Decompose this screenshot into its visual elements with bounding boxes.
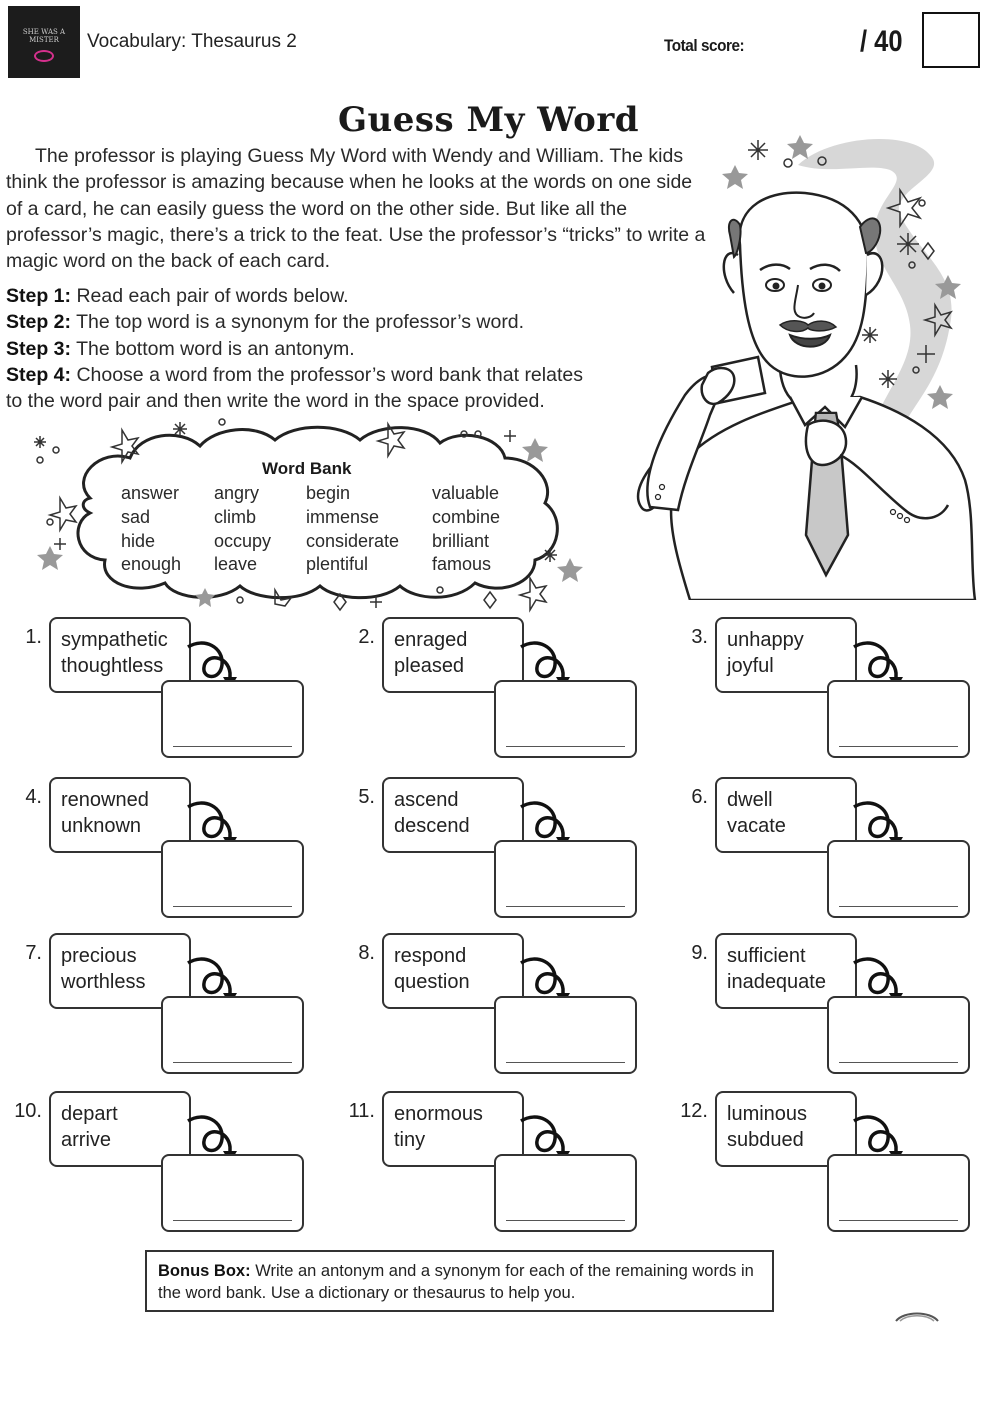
- total-score-label: Total score:: [664, 36, 745, 55]
- card-back: [827, 996, 970, 1074]
- antonym-word: subdued: [727, 1129, 804, 1151]
- page-curl-icon: [894, 1309, 940, 1323]
- answer-line: [173, 906, 292, 907]
- synonym-word: unhappy: [727, 629, 804, 651]
- word-bank-word: sad: [121, 506, 151, 527]
- card-back: [494, 996, 637, 1074]
- answer-input[interactable]: [839, 1174, 961, 1206]
- step-1: [6, 283, 686, 309]
- word-bank-word: enough: [121, 554, 182, 575]
- worksheet-header-title: Vocabulary: Thesaurus 2: [87, 31, 297, 52]
- antonym-word: unknown: [61, 815, 142, 837]
- synonym-word: renowned: [61, 789, 149, 811]
- answer-input[interactable]: [173, 860, 295, 892]
- word-card-item-12: [666, 1091, 986, 1241]
- word-bank-word: hide: [121, 530, 156, 551]
- word-bank-column-2: [214, 482, 271, 577]
- steps-list: [6, 283, 686, 414]
- professor-illustration: [630, 135, 1000, 600]
- item-number: 1.: [25, 626, 42, 648]
- step-label: Step 1:: [6, 285, 72, 307]
- answer-line: [839, 906, 958, 907]
- antonym-word: arrive: [61, 1129, 112, 1151]
- right-hand: [806, 421, 846, 465]
- word-bank-column-3: [306, 482, 399, 577]
- synonym-word: precious: [61, 945, 137, 967]
- synonym-word: sympathetic: [61, 629, 168, 651]
- answer-line: [506, 1062, 625, 1063]
- answer-line: [506, 746, 625, 747]
- antonym-word: thoughtless: [61, 655, 164, 677]
- logo: [8, 6, 80, 78]
- word-bank-column-1: [121, 482, 181, 577]
- card-back: [161, 840, 304, 918]
- step-text: The bottom word is an antonym.: [76, 337, 355, 360]
- antonym-word: pleased: [394, 655, 465, 677]
- word-bank-word: begin: [306, 483, 351, 503]
- step-3: [6, 336, 686, 362]
- answer-input[interactable]: [839, 860, 961, 892]
- answer-line: [173, 746, 292, 747]
- step-4: [6, 362, 686, 388]
- step-text: Read each pair of words below.: [76, 285, 349, 307]
- card-back: [827, 840, 970, 918]
- word-bank-word: leave: [214, 554, 258, 575]
- bonus-box: [145, 1250, 774, 1312]
- synonym-word: luminous: [727, 1103, 808, 1125]
- synonym-word: respond: [394, 945, 467, 967]
- word-card-item-5: [333, 777, 653, 927]
- word-card-item-8: [333, 933, 653, 1083]
- step-text: The top word is a synonym for the professor’s word.: [76, 311, 525, 334]
- item-number: 2.: [358, 626, 375, 648]
- antonym-word: question: [394, 971, 470, 993]
- answer-line: [839, 1062, 958, 1063]
- item-number: 11.: [348, 1100, 375, 1122]
- word-bank-word: immense: [306, 506, 380, 527]
- card-back: [494, 680, 637, 758]
- step-label: Step 4:: [6, 363, 72, 386]
- word-bank-word: famous: [432, 554, 492, 575]
- synonym-word: dwell: [727, 789, 773, 811]
- synonym-word: enormous: [394, 1103, 483, 1125]
- answer-line: [173, 1062, 292, 1063]
- item-number: 12.: [680, 1100, 708, 1122]
- answer-line: [839, 746, 958, 747]
- item-number: 6.: [691, 786, 708, 808]
- hair: [729, 220, 741, 257]
- word-card-item-1: [0, 617, 320, 767]
- word-card-item-11: [333, 1091, 653, 1241]
- answer-input[interactable]: [173, 1174, 295, 1206]
- step-4-continued: to the word pair and then write the word in the space provided.: [6, 390, 545, 413]
- item-number: 5.: [358, 786, 375, 808]
- intro-paragraph: [6, 143, 711, 274]
- eye-icon: [34, 50, 54, 62]
- word-bank-title: Word Bank: [262, 459, 352, 478]
- word-bank-word: occupy: [214, 530, 272, 551]
- item-number: 8.: [358, 942, 375, 964]
- answer-line: [839, 1220, 958, 1221]
- card-back: [161, 680, 304, 758]
- word-bank-word: brilliant: [432, 530, 490, 551]
- page-title: Guess My Word: [338, 100, 640, 140]
- synonym-word: depart: [61, 1103, 118, 1125]
- head: [740, 193, 869, 377]
- word-bank-word: climb: [214, 506, 257, 527]
- total-score-max: / 40: [860, 25, 903, 58]
- answer-input[interactable]: [173, 1016, 295, 1048]
- word-card-item-9: [666, 933, 986, 1083]
- answer-input[interactable]: [506, 1016, 628, 1048]
- word-bank-word: combine: [432, 506, 501, 527]
- antonym-word: joyful: [727, 655, 774, 677]
- item-number: 7.: [25, 942, 42, 964]
- antonym-word: worthless: [61, 971, 146, 993]
- bonus-label: Bonus Box:: [158, 1262, 251, 1280]
- answer-input[interactable]: [839, 1016, 961, 1048]
- word-card-item-6: [666, 777, 986, 927]
- item-number: 4.: [25, 786, 42, 808]
- answer-input[interactable]: [506, 860, 628, 892]
- answer-line: [506, 1220, 625, 1221]
- answer-input[interactable]: [839, 700, 961, 732]
- word-bank-word: plentiful: [306, 554, 369, 575]
- answer-input[interactable]: [506, 1174, 628, 1206]
- bonus-text: Write an antonym and a synonym for each of the remaining words in the word bank. Use a dictionary or thesaurus to help you.: [158, 1262, 754, 1302]
- antonym-word: descend: [394, 815, 470, 837]
- word-card-item-7: [0, 933, 320, 1083]
- intro-text: The professor is playing Guess My Word with Wendy and William. The kids think the professor is amazing because when he looks at the words on one side of a card, he can easily guess the word on the other side. But like all the professor’s magic, there’s a trick to the feat. Use the professor’s “tricks” to write a magic word on the back of each card.: [6, 145, 706, 273]
- word-card-item-10: [0, 1091, 320, 1241]
- card-back: [161, 1154, 304, 1232]
- total-score-box: [922, 12, 980, 68]
- synonym-word: enraged: [394, 629, 468, 651]
- word-bank-word: valuable: [432, 483, 500, 503]
- antonym-word: vacate: [727, 815, 786, 837]
- item-number: 10.: [14, 1100, 42, 1122]
- step-label: Step 2:: [6, 311, 72, 334]
- item-number: 3.: [691, 626, 708, 648]
- synonym-word: ascend: [394, 789, 459, 811]
- answer-input[interactable]: [506, 700, 628, 732]
- word-card-item-3: [666, 617, 986, 767]
- antonym-word: tiny: [394, 1129, 426, 1151]
- answer-line: [506, 906, 625, 907]
- synonym-word: sufficient: [727, 945, 806, 967]
- card-back: [161, 996, 304, 1074]
- logo-text: SHE WAS A MISTER: [22, 28, 66, 44]
- step-2: [6, 309, 686, 335]
- word-card-item-4: [0, 777, 320, 927]
- item-number: 9.: [691, 942, 708, 964]
- antonym-word: inadequate: [727, 971, 826, 993]
- card-back: [494, 1154, 637, 1232]
- answer-line: [173, 1220, 292, 1221]
- card-back: [827, 680, 970, 758]
- step-text: Choose a word from the professor’s word bank that relates: [76, 363, 583, 386]
- word-bank-word: considerate: [306, 530, 400, 551]
- word-card-item-2: [333, 617, 653, 767]
- word-bank-word: answer: [121, 483, 180, 503]
- word-bank-column-4: [432, 482, 500, 577]
- step-label: Step 3:: [6, 337, 72, 360]
- answer-input[interactable]: [173, 700, 295, 732]
- card-back: [827, 1154, 970, 1232]
- card-back: [494, 840, 637, 918]
- word-bank-word: angry: [214, 483, 260, 503]
